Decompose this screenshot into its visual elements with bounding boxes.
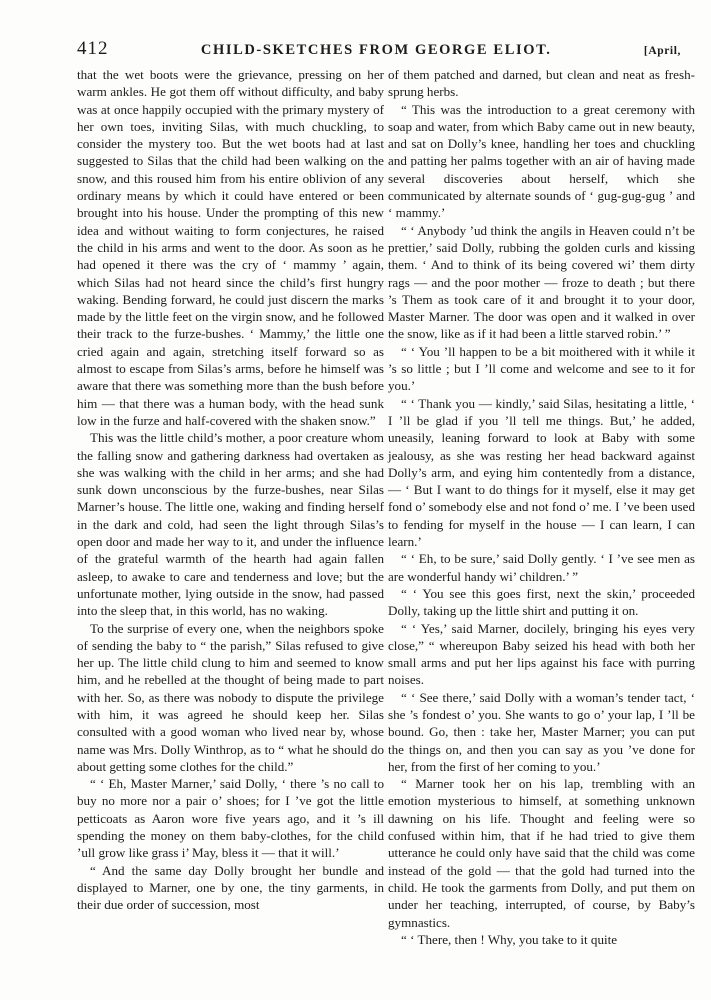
paragraph: “ ‘ Eh, to be sure,’ said Dolly gently. ‘ I ’ve see men as are wonderful handy wi’ children.’ ” (388, 551, 695, 584)
issue-month: [April, (643, 45, 681, 57)
paragraph: “ ‘ Yes,’ said Marner, docilely, bringing his eyes very close,” “ whereupon Baby seized his head with both her small arms and put her lips against his face with purring noises. (388, 620, 695, 688)
paragraph: “ ‘ See there,’ said Dolly with a woman’s tender tact, ‘ she ’s fondest o’ you. She wants to go o’ your lap, I ’ll be bound. Go, then : take her, Master Marner; you can put the things on, and then you can say as you ’ve done for her, from the first of her coming to you.’ (388, 689, 695, 774)
paragraph: “ This was the introduction to a great ceremony with soap and water, from which Baby came out in new beauty, and sat on Dolly’s knee, handling her toes and chuckling and patting her palms together with an air of having made several discoveries about herself, which she communicated by alternate sounds of ‘ gug-gug-gug ’ and ‘ mammy.’ (388, 101, 695, 221)
paragraph: that the wet boots were the grievance, pressing on her warm ankles. He got them off without difficulty, and baby was at once happily occupied with the primary mystery of her own toes, inviting Silas, with much chuckling, to consider the mystery too. But the wet boots had at last suggested to Silas that the child had been walking on the snow, and this roused him from his entire oblivion of any ordinary means by which it could have entered or been brought into his house. Under the prompting of this new idea and without waiting to form conjectures, he raised the child in his arms and went to the door. As soon as he had opened it there was the cry of ‘ mammy ’ again, which Silas had not heard since the child’s first hungry waking. Bending forward, he could just discern the marks made by the little feet on the virgin snow, and he followed their track to the furze-bushes. ‘ Mammy,’ the little one cried again and again, stretching itself forward so as almost to escape from Silas’s arms, before he himself was aware that there was something more than the bush before him — that there was a human body, with the head sunk low in the furze and half-covered with the shaken snow.” (77, 67, 384, 428)
left-column (77, 66, 384, 914)
right-column (388, 66, 695, 948)
running-title: CHILD-SKETCHES FROM GEORGE ELIOT. (200, 42, 552, 58)
page-number: 412 (77, 38, 109, 59)
paragraph: “ ‘ Eh, Master Marner,’ said Dolly, ‘ there ’s no call to buy no more nor a pair o’ shoes; for I ’ve got the little petticoats as Aaron wore five years ago, and it ’s ill spending the money on them baby-clothes, for the child ’ull grow like grass i’ May, bless it — that it will.’ (77, 776, 384, 861)
paragraph: This was the little child’s mother, a poor creature whom the falling snow and gathering darkness had overtaken as she was walking with the child in her arms; and she had sunk down unconscious by the furze-bushes, near Silas Marner’s house. The little one, waking and finding herself in the dark and cold, had seen the light through Silas’s open door and made her way to it, and under the influence of the grateful warmth of the hearth had again fallen asleep, to awake to care and tenderness and love; but the unfortunate mother, lying outside in the snow, had passed into the sleep that, in this world, has no waking. (77, 430, 384, 619)
paragraph: “ ‘ Thank you — kindly,’ said Silas, hesitating a little, ‘ I ’ll be glad if you ’ll tell me things. But,’ he added, uneasily, leaning forward to look at Baby with some jealousy, as she was resting her head backward against Dolly’s arm, and eying him contentedly from a distance, — ‘ But I want to do things for it myself, else it may get fond o’ somebody else and not fond o’ me. I ’ve been used to fending for myself in the house — I can learn, I can learn.’ (388, 395, 695, 550)
paragraph: “ Marner took her on his lap, trembling with an emotion mysterious to himself, at something unknown dawning on his life. Thought and feeling were so confused within him, that if he had tried to give them utterance he could only have said that the child was come instead of the gold — that the gold had turned into the child. He took the garments from Dolly, and put them on under her teaching, interrupted, of course, by Baby’s gymnastics. (388, 776, 695, 930)
paragraph: “ ‘ You ’ll happen to be a bit moithered with it while it ’s so little ; but I ’ll come and welcome and see to it for you.’ (388, 343, 695, 394)
paragraph: “ ‘ Anybody ’ud think the angils in Heaven could n’t be prettier,’ said Dolly, rubbing the golden curls and kissing them. ‘ And to think of its being covered wi’ them dirty rags — and the poor mother — froze to death ; but there ’s Them as took care of it and brought it to your door, Master Marner. The door was open and it walked in over the snow, like as if it had been a little starved robin.’ ” (388, 222, 695, 342)
paragraph: “ ‘ There, then ! Why, you take to it quite (401, 931, 618, 947)
paragraph: “ And the same day Dolly brought her bundle and displayed to Marner, one by one, the tiny garments, in their due order of succession, most (77, 862, 384, 913)
paragraph: To the surprise of every one, when the neighbors spoke of sending the baby to “ the parish,” Silas refused to give her up. The little child clung to him and seemed to know him, and he rebelled at the thought of being made to part with her. So, as there was nobody to dispute the privilege with him, it was agreed he should keep her. Silas consulted with a good woman who lived near by, whose name was Mrs. Dolly Winthrop, as to “ what he should do about getting some clothes for the child.” (77, 620, 384, 774)
running-header (77, 38, 681, 62)
paragraph: “ ‘ You see this goes first, next the skin,’ proceeded Dolly, taking up the little shirt and putting it on. (388, 585, 695, 619)
paragraph: of them patched and darned, but clean and neat as fresh-sprung herbs. (388, 67, 695, 100)
